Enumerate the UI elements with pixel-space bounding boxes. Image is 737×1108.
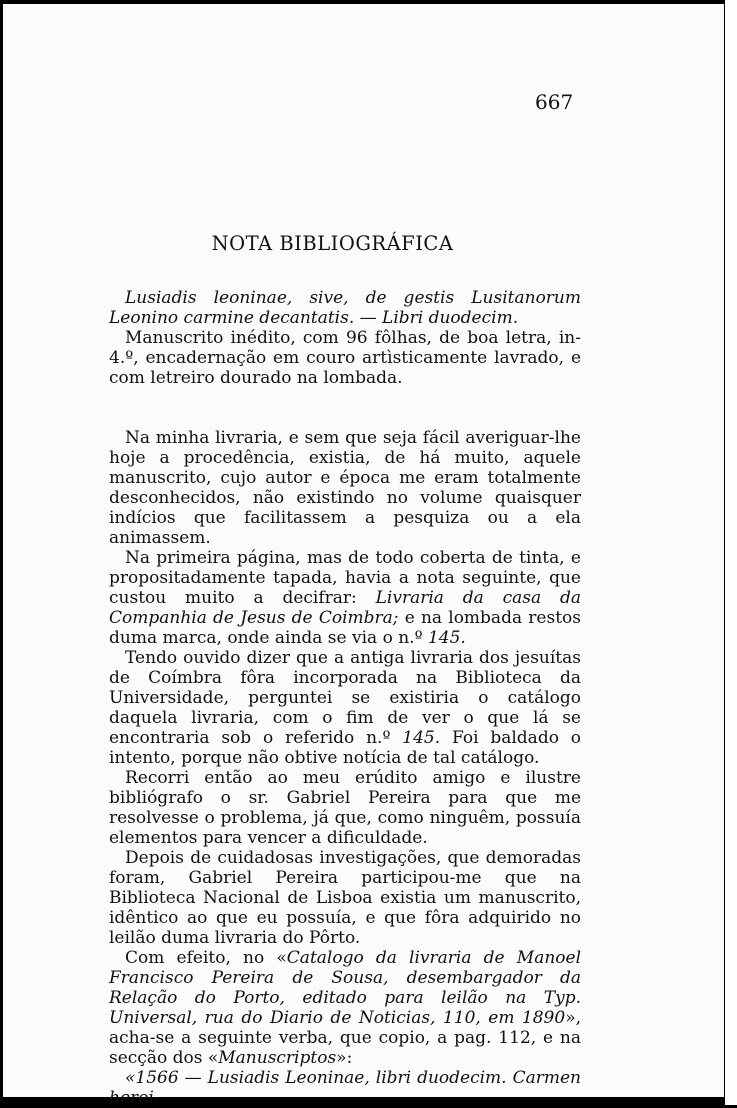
paragraph-6-text-b: », acha-se a seguinte verba, que copio, a pag. 112, e na secção dos « xyxy=(109,1008,581,1068)
paragraph-5: Depois de cuidadosas investigações, que demoradas foram, Gabriel Pereira participou-me que na Biblioteca Nacional de Lisboa existia um manuscrito, idêntico ao que eu possuía, e que fôra adquirido no leilão duma livraria do Pôrto. xyxy=(109,848,581,948)
paragraph-1: Na minha livraria, e sem que seja fácil averiguar-lhe hoje a procedência, existia, de há muito, aquele manuscrito, cujo autor e época me eram totalmente desconhecidos, não existindo no volume quaisquer indícios que facilitassem a pesquiza ou a ela animassem. xyxy=(109,428,581,548)
paragraph-4: Recorri então ao meu erúdito amigo e ilustre bibliógrafo o sr. Gabriel Pereira para que me resolvesse o problema, já que, como ninguêm, possuía elementos para vencer a dificuldade. xyxy=(109,768,581,848)
paragraph-6-italic: Catalogo da livraria de Manoel Francisco Pereira de Sousa, desembargador da Relação do Porto, editado para leilão na Typ. Universal, rua do Diario de Noticias, 110, em 1890 xyxy=(109,948,582,1028)
section-heading: NOTA BIBLIOGRÁFICA xyxy=(211,232,454,255)
paragraph-6-text-a: Com efeito, no « xyxy=(125,948,287,968)
body-text xyxy=(109,288,581,1108)
paragraph-2-number: 145. xyxy=(427,628,466,648)
paragraph-2 xyxy=(109,548,581,648)
page-edge-border xyxy=(724,0,737,1105)
paragraph-6-italic-2: Manuscriptos xyxy=(218,1048,337,1068)
book-page xyxy=(3,4,725,1108)
paragraph-6-text-c: »: xyxy=(336,1048,353,1068)
paragraph-3-number: 145. xyxy=(402,728,441,748)
entry-title: Lusiadis leoninae, sive, de gestis Lusitanorum Leonino carmine decantatis. — Libri duodecim. xyxy=(109,288,581,328)
paragraph-gap xyxy=(109,388,581,428)
paragraph-2-text-b: e na lombada restos duma marca, onde ainda se via o n.º xyxy=(109,608,581,648)
paragraph-7: «1566 — Lusiadis Leoninae, libri duodecim. Carmen heroi- xyxy=(109,1068,581,1108)
paragraph-3-text-a: Tendo ouvido dizer que a antiga livraria dos jesuítas de Coímbra fôra incorporada na Biblioteca da Universidade, perguntei se existiria o catálogo daquela livraria, com o fim de ver o que lá se encontraria sob o referido n.º xyxy=(109,648,581,748)
entry-description: Manuscrito inédito, com 96 fôlhas, de boa letra, in-4.º, encadernação em couro artìsticamente lavrado, e com letreiro dourado na lombada. xyxy=(109,328,581,388)
paragraph-3-text-b: Foi baldado o intento, porque não obtive notícia de tal catálogo. xyxy=(109,728,582,768)
paragraph-2-italic: Livraria da casa da Companhia de Jesus de Coimbra; xyxy=(109,588,581,628)
paragraph-3 xyxy=(109,648,581,768)
paragraph-6 xyxy=(109,948,581,1068)
page-number: 667 xyxy=(535,90,574,114)
paragraph-2-text-a: Na primeira página, mas de todo coberta de tinta, e propositadamente tapada, havia a nota seguinte, que custou muito a decifrar: xyxy=(109,548,581,608)
